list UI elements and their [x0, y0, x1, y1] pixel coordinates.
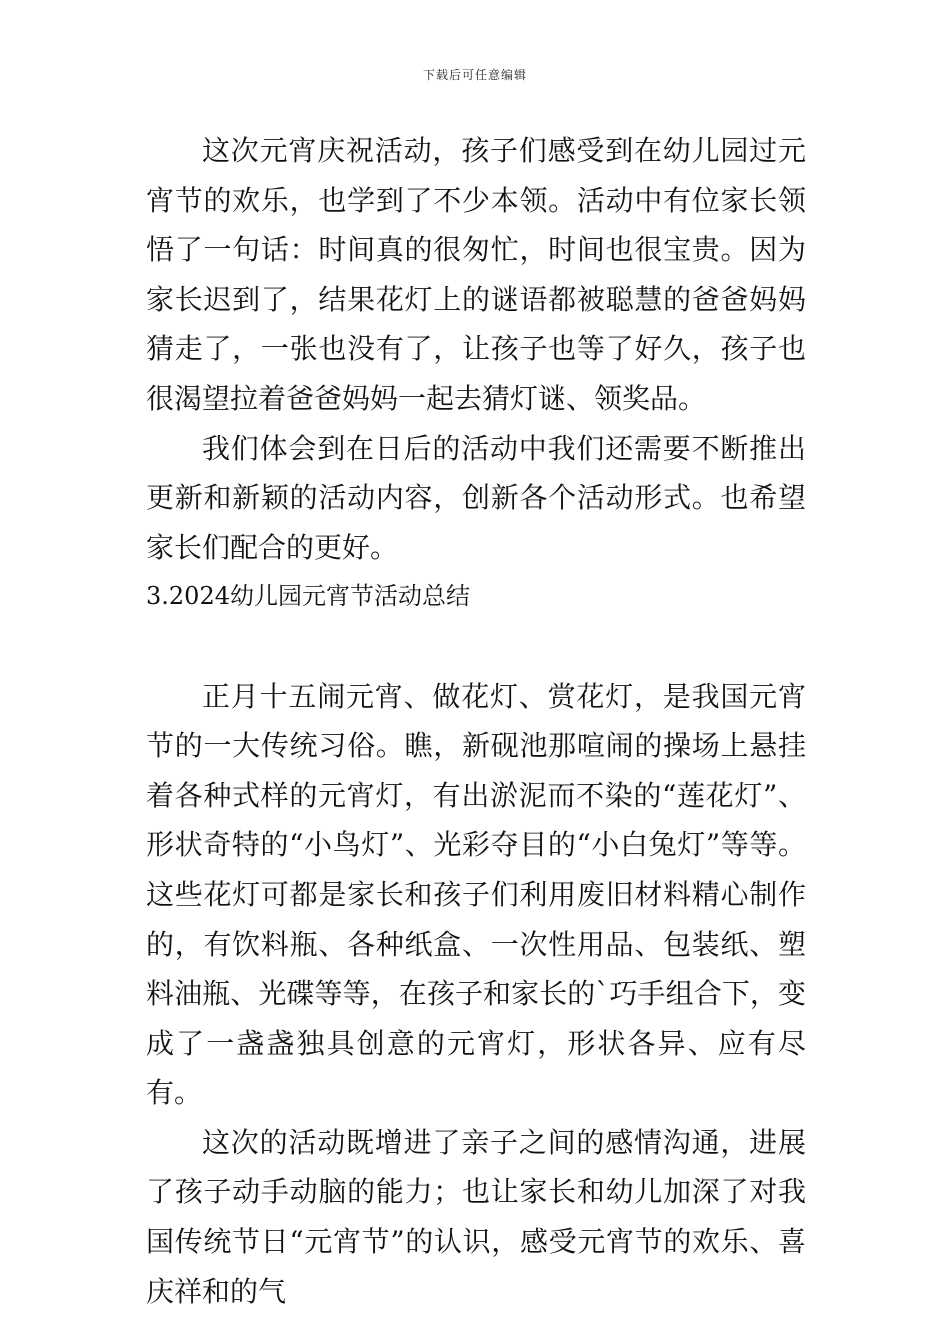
- paragraph-activity-benefits: 这次的活动既增进了亲子之间的感情沟通，进展了孩子动手动脑的能力；也让家长和幼儿加深了对我国传统节日“元宵节”的认识，感受元宵节的欢乐、喜庆祥和的气: [146, 1125, 806, 1308]
- document-body: [146, 126, 806, 1316]
- header-note: 下载后可任意编辑: [422, 68, 527, 82]
- paragraph-lantern-custom: 正月十五闹元宵、做花灯、赏花灯，是我国元宵节的一大传统习俗。瞧，新砚池那喧闹的操场上悬挂着各种式样的元宵灯，有出淤泥而不染的“莲花灯”、形状奇特的“小鸟灯”、光彩夺目的“小白兔灯”等等。这些花灯可都是家长和孩子们利用废旧材料精心制作的，有饮料瓶、各种纸盒、一次性用品、包装纸、塑料油瓶、光碟等等，在孩子和家长的`巧手组合下，变成了一盏盏独具创意的元宵灯，形状各异、应有尽有。: [146, 679, 806, 1110]
- paragraph-activity-reflection: 这次元宵庆祝活动，孩子们感受到在幼儿园过元宵节的欢乐，也学到了不少本领。活动中有位家长领悟了一句话：时间真的很匆忙，时间也很宝贵。因为家长迟到了，结果花灯上的谜语都被聪慧的爸爸妈妈猜走了，一张也没有了，让孩子也等了好久，孩子也很渴望拉着爸爸妈妈一起去猜灯谜、领奖品。: [146, 134, 806, 415]
- blank-line: [146, 622, 806, 672]
- section-heading: 3.2024幼儿园元宵节活动总结: [146, 582, 470, 611]
- paragraph-future-plans: 我们体会到在日后的活动中我们还需要不断推出更新和新颖的活动内容，创新各个活动形式。也希望家长们配合的更好。: [146, 431, 806, 564]
